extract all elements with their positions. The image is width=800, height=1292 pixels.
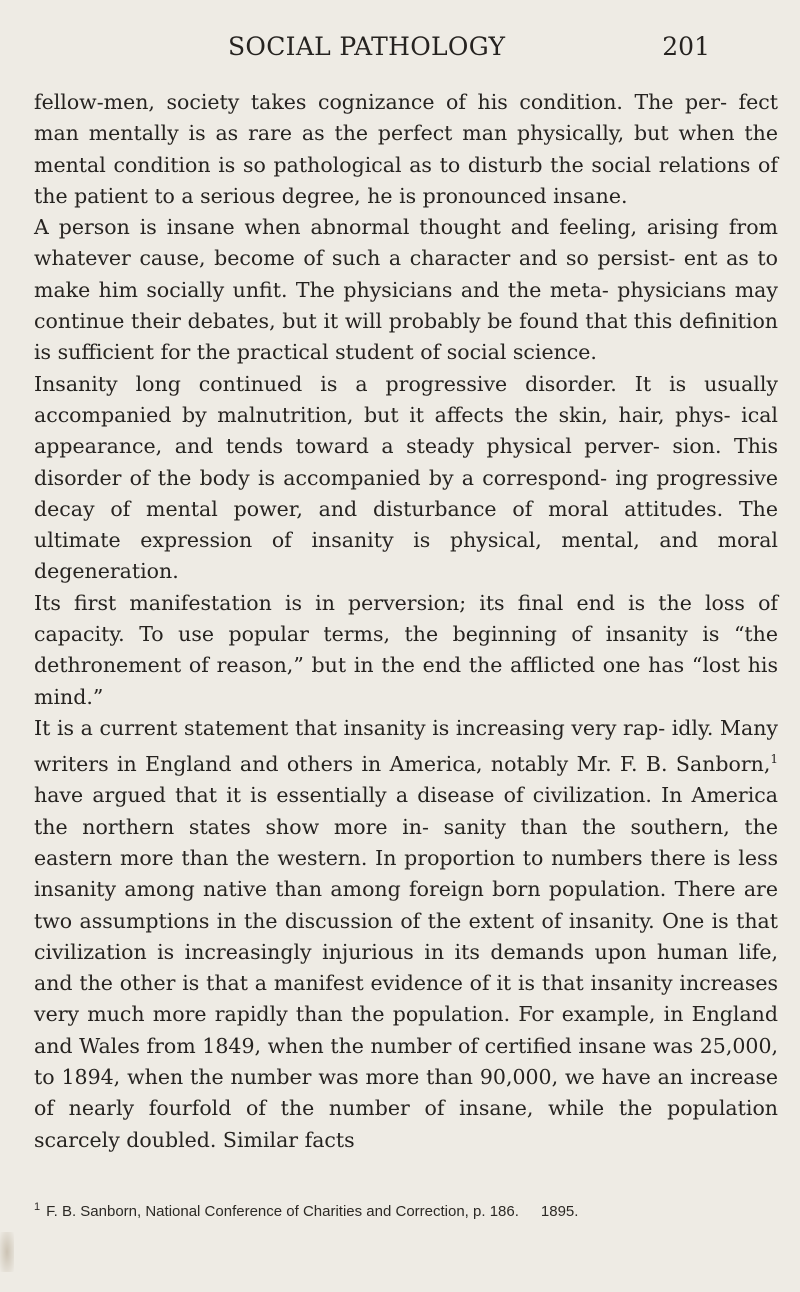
footnote-mark: 1 [34,1201,41,1213]
paragraph-3: Insanity long continued is a progressive disorder. It is usually accompanied by malnutrition, but it affects the skin, hair, phys- ical appearance, and tends toward a steady physical perver- sion. This disorder of the body is accompanied by a correspond- ing progressive decay of mental power, and disturbance of moral attitudes. The ultimate expression of insanity is physical, mental, and moral degeneration. [34,371,778,584]
paragraph-5-after: have argued that it is essentially a disease of civilization. In America the northern states show more in- sanity than the southern, the eastern more than the western. In proportion to numbers there is less insanity among native than among foreign born population. There are two assumptions in the discussion of the extent of insanity. One is that civilization is increasingly injurious in its demands upon human life, and the other is that a manifest evidence of it is that insanity increases very much more rapidly than the population. For example, in England and Wales from 1849, when the number of certified insane was 25,000, to 1894, when the number was more than 90,000, we have an increase of nearly fourfold of the number of insane, while the population scarcely doubled. Similar facts [34,783,778,1152]
page-smudge [0,1232,14,1272]
paragraph-1: fellow-men, society takes cognizance of his condition. The per- fect man mentally is as rare as the perfect man physically, but when the mental condition is so pathological as to disturb the social relations of the patient to a serious degree, he is pronounced insane. [34,90,778,208]
footnote-reference: 1 [770,752,778,767]
footnote-text: F. B. Sanborn, National Conference of Charities and Correction, p. 186. [46,1203,519,1220]
paragraph-5 [34,713,778,1156]
footnote [34,1197,778,1222]
body-text [34,87,778,1156]
paragraph-2: A person is insane when abnormal thought and feeling, arising from whatever cause, become of such a character and so persist- ent as to make him socially unfit. The physicians and the meta- physicians may continue their debates, but it will probably be found that this definition is sufficient for the practical student of social science. [34,215,778,365]
footnote-year: 1895. [540,1203,579,1220]
running-head: SOCIAL PATHOLOGY [228,32,506,61]
paragraph-4: Its first manifestation is in perversion; its final end is the loss of capacity. To use popular terms, the beginning of insanity is “the dethronement of reason,” but in the end the afflicted one has “lost his mind.” [34,590,778,709]
page-header [0,32,800,66]
page-number: 201 [662,32,710,61]
paragraph-5-before: It is a current statement that insanity is increasing very rap- idly. Many writers in England and others in America, notably Mr. F. B. Sanborn, [34,715,778,777]
